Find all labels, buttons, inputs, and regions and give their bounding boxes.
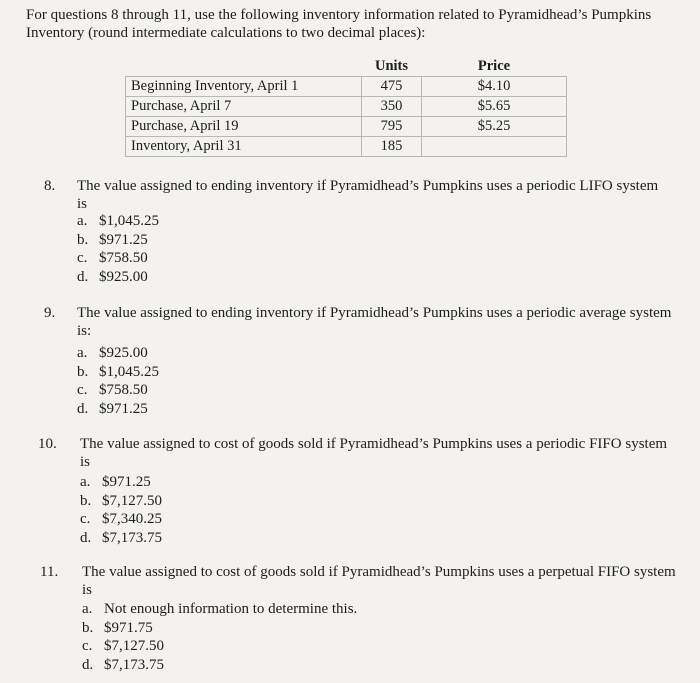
row-units: 185 <box>362 137 422 157</box>
question-number: 11. <box>40 564 59 580</box>
question-stem: The value assigned to ending inventory if Pyramidhead’s Pumpkins uses a periodic average system is: <box>77 305 672 339</box>
row-price <box>422 137 567 157</box>
row-price: $5.25 <box>422 117 567 137</box>
option-letter: c. <box>80 511 91 527</box>
option-text: $7,173.75 <box>104 656 164 673</box>
table-header-row <box>126 57 567 77</box>
option-letter: d. <box>77 268 89 285</box>
answer-option[interactable] <box>77 344 159 363</box>
question-number: 8. <box>44 178 56 194</box>
question-number: 10. <box>38 436 57 452</box>
option-letter: a. <box>80 474 91 490</box>
question-stem: The value assigned to cost of goods sold if Pyramidhead’s Pumpkins uses a perpetual FIFO system is <box>82 564 676 598</box>
question-number: 9. <box>44 305 56 321</box>
question-9 <box>44 304 684 419</box>
header-units: Units <box>362 57 422 77</box>
row-units: 475 <box>362 77 422 97</box>
answer-option[interactable] <box>80 510 162 529</box>
option-letter: a. <box>77 345 88 361</box>
option-letter: b. <box>77 363 89 380</box>
table-row <box>126 137 567 157</box>
option-text: $7,127.50 <box>102 492 162 509</box>
row-units: 795 <box>362 117 422 137</box>
option-text: $7,340.25 <box>102 511 162 527</box>
question-11 <box>40 563 690 678</box>
option-text: Not enough information to determine this. <box>104 601 358 617</box>
answer-options <box>82 600 357 674</box>
option-letter: b. <box>77 231 89 248</box>
answer-options <box>77 344 159 418</box>
answer-option[interactable] <box>82 600 357 619</box>
option-text: $7,173.75 <box>102 529 162 546</box>
answer-option[interactable] <box>82 637 357 656</box>
header-blank <box>126 57 362 77</box>
answer-option[interactable] <box>77 268 159 287</box>
answer-option[interactable] <box>80 473 162 492</box>
option-letter: c. <box>77 250 88 266</box>
option-letter: d. <box>82 656 94 673</box>
answer-option[interactable] <box>77 363 159 382</box>
row-units: 350 <box>362 97 422 117</box>
option-text: $758.50 <box>99 250 148 266</box>
row-label: Inventory, April 31 <box>126 137 362 157</box>
answer-option[interactable] <box>80 492 162 511</box>
question-10 <box>38 435 688 550</box>
answer-option[interactable] <box>77 231 159 250</box>
header-price: Price <box>422 57 567 77</box>
answer-option[interactable] <box>82 656 357 675</box>
instructions-text: For questions 8 through 11, use the following inventory information related to Pyramidhead’s Pumpkins Inventory (round intermediate calculations to two decimal places): <box>26 7 652 41</box>
answer-option[interactable] <box>77 400 159 419</box>
answer-options <box>80 473 162 547</box>
option-text: $971.25 <box>99 231 148 248</box>
option-text: $758.50 <box>99 382 148 398</box>
row-label: Purchase, April 19 <box>126 117 362 137</box>
question-stem: The value assigned to ending inventory if Pyramidhead’s Pumpkins uses a periodic LIFO system is <box>77 178 659 212</box>
option-letter: d. <box>77 400 89 417</box>
answer-option[interactable] <box>82 619 357 638</box>
question-stem: The value assigned to cost of goods sold if Pyramidhead’s Pumpkins uses a periodic FIFO system is <box>80 436 668 470</box>
row-price: $5.65 <box>422 97 567 117</box>
option-letter: b. <box>82 619 94 636</box>
option-letter: d. <box>80 529 92 546</box>
answer-option[interactable] <box>77 381 159 400</box>
option-text: $971.75 <box>104 619 153 636</box>
row-label: Purchase, April 7 <box>126 97 362 117</box>
option-text: $971.25 <box>99 400 148 417</box>
option-text: $925.00 <box>99 268 148 285</box>
question-8 <box>44 177 684 287</box>
option-text: $971.25 <box>102 474 151 490</box>
option-letter: a. <box>77 213 88 229</box>
option-text: $7,127.50 <box>104 638 164 654</box>
row-label: Beginning Inventory, April 1 <box>126 77 362 97</box>
answer-options <box>77 212 159 286</box>
option-letter: a. <box>82 601 93 617</box>
option-letter: c. <box>77 382 88 398</box>
option-text: $925.00 <box>99 345 148 361</box>
inventory-table <box>125 57 567 157</box>
answer-option[interactable] <box>77 212 159 231</box>
option-letter: b. <box>80 492 92 509</box>
table-row <box>126 77 567 97</box>
table-row <box>126 97 567 117</box>
option-letter: c. <box>82 638 93 654</box>
answer-option[interactable] <box>80 529 162 548</box>
option-text: $1,045.25 <box>99 213 159 229</box>
row-price: $4.10 <box>422 77 567 97</box>
table-row <box>126 117 567 137</box>
option-text: $1,045.25 <box>99 363 159 380</box>
answer-option[interactable] <box>77 249 159 268</box>
